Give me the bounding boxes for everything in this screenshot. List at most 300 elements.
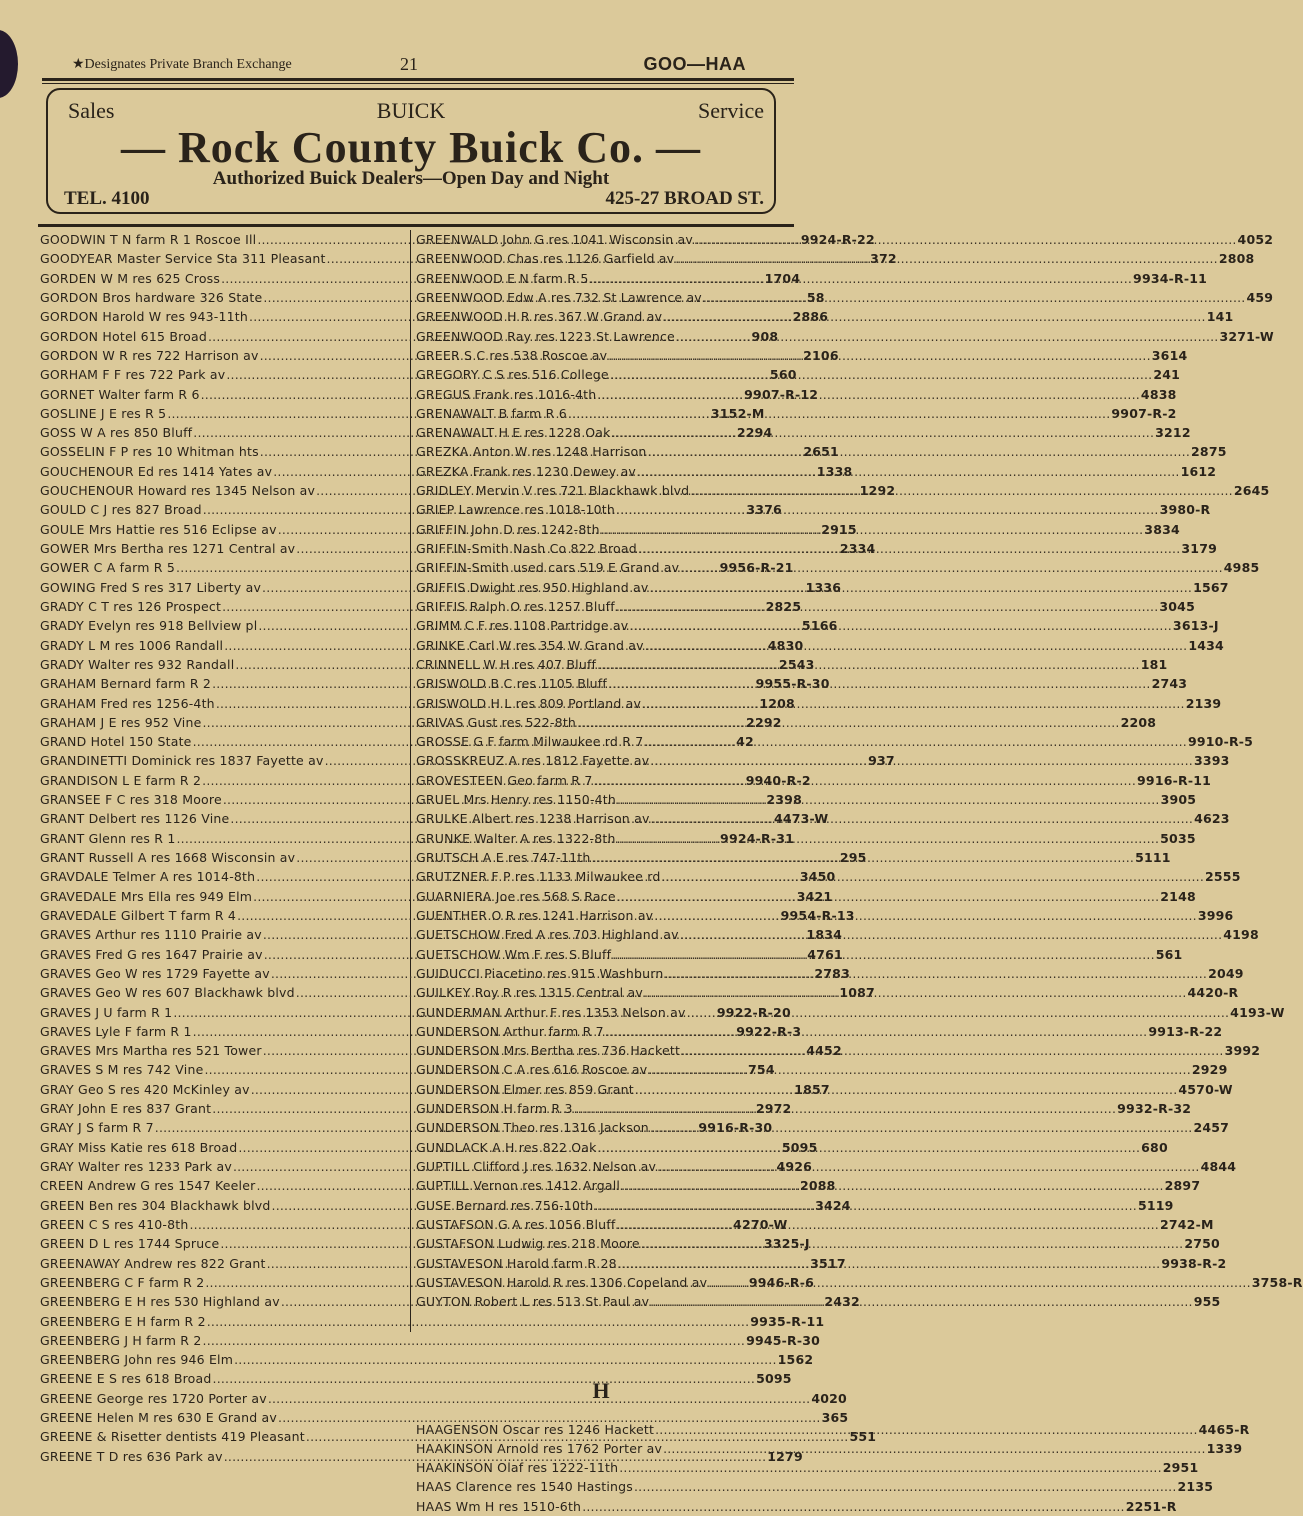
- phone-number: 1208: [759, 694, 795, 713]
- listing-row: [40, 1118, 408, 1137]
- listing-row: [416, 1458, 786, 1477]
- listing-row: [416, 597, 786, 616]
- listing-name: GRAY John E res 837 Grant: [40, 1099, 211, 1118]
- listing-name: GREGORY C S res 516 College: [416, 365, 609, 384]
- listing-row: [40, 771, 408, 790]
- section-letter-h: H: [416, 1362, 786, 1420]
- phone-number: 4452: [806, 1041, 842, 1060]
- dot-leader: [621, 1176, 1164, 1195]
- phone-number: 459: [1246, 288, 1273, 307]
- listing-name: GRAVES Fred G res 1647 Prairie av: [40, 945, 263, 964]
- phone-number: 4193-W: [1230, 1003, 1284, 1022]
- phone-number: 1857: [794, 1080, 830, 1099]
- listing-row: [416, 1022, 786, 1041]
- dot-leader: [619, 1458, 1162, 1477]
- phone-number: 2915: [821, 520, 857, 539]
- dot-leader: [594, 1196, 1137, 1215]
- listing-row: [416, 1477, 786, 1496]
- listing-row: [416, 558, 786, 577]
- listing-row: [416, 1003, 786, 1022]
- phone-number: 4623: [1194, 809, 1230, 828]
- listing-name: GUNDERSON Theo res 1316 Jackson: [416, 1118, 649, 1137]
- phone-number: 5095: [756, 1369, 792, 1388]
- dot-leader: [608, 346, 1151, 365]
- phone-number: 3996: [1198, 906, 1234, 925]
- phone-number: 9945-R-30: [746, 1331, 820, 1350]
- dot-leader: [661, 867, 1204, 886]
- dot-leader: [637, 462, 1180, 481]
- listing-name: GREENWOOD Chas res 1126 Garfield av: [416, 249, 674, 268]
- phone-number: 754: [748, 1060, 775, 1079]
- dot-leader: [654, 906, 1197, 925]
- phone-number: 5166: [802, 616, 838, 635]
- listing-name: GOUCHENOUR Ed res 1414 Yates av: [40, 462, 272, 481]
- phone-number: 4926: [776, 1157, 812, 1176]
- listing-row: [40, 1196, 408, 1215]
- listing-row: [40, 1254, 408, 1273]
- listing-name: GRAY J S farm R 7: [40, 1118, 154, 1137]
- dot-leader: [687, 1003, 1230, 1022]
- phone-number: 4830: [768, 636, 804, 655]
- phone-number: 4761: [807, 945, 843, 964]
- listing-row: [416, 964, 786, 983]
- listing-name: GOWER C A farm R 5: [40, 558, 175, 577]
- phone-number: 5111: [1135, 848, 1171, 867]
- phone-number: 9907-R-12: [744, 385, 818, 404]
- listing-row: [40, 809, 408, 828]
- phone-number: 2743: [1152, 674, 1188, 693]
- listing-row: [416, 983, 786, 1002]
- listing-name: GRIVAS Gust res 522-8th: [416, 713, 576, 732]
- phone-number: 2543: [779, 655, 815, 674]
- phone-number: 3992: [1225, 1041, 1261, 1060]
- listing-name: GRAVEDALE Mrs Ella res 949 Elm: [40, 887, 252, 906]
- phone-number: 4198: [1223, 925, 1259, 944]
- dot-leader: [680, 558, 1223, 577]
- listing-name: GUPTILL Clifford J res 1632 Nelson av: [416, 1157, 656, 1176]
- listing-row: [40, 1331, 408, 1350]
- phone-number: 4270-W: [733, 1215, 787, 1234]
- dot-leader: [638, 539, 1181, 558]
- listing-name: GRANDINETTI Dominick res 1837 Fayette av: [40, 751, 324, 770]
- dot-leader: [617, 790, 1160, 809]
- listing-name: GREENBERG John res 946 Elm: [40, 1350, 233, 1369]
- listing-row: [416, 906, 786, 925]
- phone-number: 561: [1156, 945, 1183, 964]
- phone-number: 2750: [1184, 1234, 1220, 1253]
- phone-number: 3271-W: [1219, 327, 1273, 346]
- listing-name: GRAVES J U farm R 1: [40, 1003, 172, 1022]
- listing-row: [40, 385, 408, 404]
- dot-leader: [574, 1099, 1117, 1118]
- listing-name: CREEN Andrew G res 1547 Keeler: [40, 1176, 255, 1195]
- listing-name: GRAY Miss Katie res 618 Broad: [40, 1138, 237, 1157]
- phone-number: 2929: [1192, 1060, 1228, 1079]
- phone-number: 9935-R-11: [750, 1312, 824, 1331]
- listing-row: [40, 230, 408, 249]
- listing-name: GUNDERSON C A res 616 Roscoe av: [416, 1060, 647, 1079]
- listing-row: [40, 925, 408, 944]
- phone-number: 9932-R-32: [1117, 1099, 1191, 1118]
- listing-name: GRADY Evelyn res 918 Bellview pl: [40, 616, 257, 635]
- listing-name: GRAY Walter res 1233 Park av: [40, 1157, 232, 1176]
- header-rule-thin: [42, 83, 794, 84]
- listing-row: [40, 558, 408, 577]
- listing-name: GRUNKE Walter A res 1322-8th: [416, 829, 616, 848]
- listing-name: GUETSCHOW Fred A res 703 Highland av: [416, 925, 679, 944]
- listing-name: GREENBERG J H farm R 2: [40, 1331, 202, 1350]
- listing-row: [416, 249, 786, 268]
- phone-number: 1292: [860, 481, 896, 500]
- listing-row: [416, 694, 786, 713]
- ad-tagline: Authorized Buick Dealers—Open Day and Night: [48, 168, 774, 190]
- listing-name: GORDON Bros hardware 326 State: [40, 288, 262, 307]
- listing-row: [40, 288, 408, 307]
- dot-leader: [644, 983, 1187, 1002]
- listing-row: [416, 539, 786, 558]
- phone-number: 9916-R-30: [698, 1118, 772, 1137]
- listing-name: GREGUS Frank res 1016-4th: [416, 385, 596, 404]
- listing-row: [416, 1060, 786, 1079]
- phone-number: 1087: [839, 983, 875, 1002]
- dot-leader: [650, 1292, 1193, 1311]
- listing-row: [416, 230, 786, 249]
- phone-number: 2088: [800, 1176, 836, 1195]
- listing-name: GRADY C T res 126 Prospect: [40, 597, 221, 616]
- phone-number: 2886: [793, 307, 829, 326]
- dot-leader: [629, 616, 1172, 635]
- listing-row: [416, 288, 786, 307]
- phone-number: 3613-J: [1173, 616, 1219, 635]
- listing-name: GOODYEAR Master Service Sta 311 Pleasant: [40, 249, 326, 268]
- listing-name: GRINKE Carl W res 354 W Grand av: [416, 636, 644, 655]
- listing-row: [416, 520, 786, 539]
- phone-number: 4473-W: [774, 809, 828, 828]
- listing-name: GRAY Geo S res 420 McKinley av: [40, 1080, 250, 1099]
- listing-row: [416, 616, 786, 635]
- phone-number: 2808: [1219, 249, 1255, 268]
- listing-row: [40, 694, 408, 713]
- listing-row: [416, 1138, 786, 1157]
- listing-row: [40, 249, 408, 268]
- listing-row: [40, 906, 408, 925]
- dot-leader: [648, 1060, 1191, 1079]
- listing-row: [40, 848, 408, 867]
- phone-number: 4570-W: [1178, 1080, 1232, 1099]
- listing-row: [40, 1427, 408, 1446]
- phone-number: 3424: [815, 1196, 851, 1215]
- listing-name: GRAVES S M res 742 Vine: [40, 1060, 203, 1079]
- right-column-entries: [416, 230, 786, 1312]
- phone-number: 1612: [1181, 462, 1217, 481]
- name-range: GOO—HAA: [644, 54, 747, 75]
- dot-leader: [694, 230, 1237, 249]
- phone-number: 3179: [1181, 539, 1217, 558]
- listing-name: GRANDISON L E farm R 2: [40, 771, 201, 790]
- listing-name: GREENE E S res 618 Broad: [40, 1369, 212, 1388]
- listing-name: GUYTON Robert L res 513 St Paul av: [416, 1292, 649, 1311]
- listing-row: [40, 423, 408, 442]
- listing-row: [40, 983, 408, 1002]
- listing-name: GORHAM F F res 722 Park av: [40, 365, 225, 384]
- listing-name: GOSS W A res 850 Bluff: [40, 423, 192, 442]
- listing-row: [40, 732, 408, 751]
- dot-leader: [635, 1080, 1178, 1099]
- listing-name: GRAVEDALE Gilbert T farm R 4: [40, 906, 236, 925]
- listing-row: [40, 327, 408, 346]
- listing-row: [416, 829, 786, 848]
- dot-leader: [650, 751, 1193, 770]
- listing-row: [40, 1369, 408, 1388]
- phone-number: 4465-R: [1199, 1420, 1250, 1439]
- dot-leader: [590, 269, 1133, 288]
- listing-name: GOWER Mrs Bertha res 1271 Central av: [40, 539, 295, 558]
- listing-row: [416, 771, 786, 790]
- phone-number: 1434: [1188, 636, 1224, 655]
- listing-row: [40, 404, 408, 423]
- listing-name: GUARNIERA Joe res 568 S Race: [416, 887, 616, 906]
- listing-name: GRAVES Arthur res 1110 Prairie av: [40, 925, 262, 944]
- listing-row: [416, 867, 786, 886]
- phone-number: 2294: [737, 423, 773, 442]
- listing-top-rule: [38, 224, 794, 227]
- phone-number: 1339: [1207, 1439, 1243, 1458]
- listing-row: [416, 346, 786, 365]
- listing-name: GRAVES Mrs Martha res 521 Tower: [40, 1041, 262, 1060]
- dot-leader: [665, 964, 1208, 983]
- listing-name: HAAS Clarence res 1540 Hastings: [416, 1477, 633, 1496]
- listing-row: [40, 1099, 408, 1118]
- listing-name: GORNET Walter farm R 6: [40, 385, 200, 404]
- listing-name: GUSTAVESON Harold farm R 28: [416, 1254, 617, 1273]
- listing-row: [40, 1234, 408, 1253]
- listing-row: [40, 829, 408, 848]
- listing-row: [40, 1408, 408, 1427]
- dot-leader: [676, 327, 1219, 346]
- phone-number: 9913-R-22: [1148, 1022, 1222, 1041]
- phone-number: 2432: [824, 1292, 860, 1311]
- dot-leader: [582, 1497, 1125, 1516]
- listing-row: [40, 887, 408, 906]
- listing-name: GRIEP Lawrence res 1018-10th: [416, 500, 615, 519]
- page-number: 21: [400, 54, 418, 75]
- listing-row: [416, 1254, 786, 1273]
- phone-number: 3450: [800, 867, 836, 886]
- phone-number: 1567: [1193, 578, 1229, 597]
- phone-number: 1704: [765, 269, 801, 288]
- listing-row: [40, 1041, 408, 1060]
- listing-row: [40, 462, 408, 481]
- listing-row: [416, 1273, 786, 1292]
- header-rule: [42, 78, 794, 81]
- phone-number: 4838: [1141, 385, 1177, 404]
- listing-name: GRAHAM J E res 952 Vine: [40, 713, 202, 732]
- listing-name: GROSSKREUZ A res 1812 Fayette av: [416, 751, 649, 770]
- dot-leader: [601, 520, 1144, 539]
- listing-name: GRULKE Albert res 1238 Harrison av: [416, 809, 650, 828]
- dot-leader: [577, 713, 1120, 732]
- phone-number: 2555: [1205, 867, 1241, 886]
- listing-name: GUNDLACK A H res 822 Oak: [416, 1138, 597, 1157]
- phone-number: 551: [849, 1427, 876, 1446]
- listing-row: [416, 269, 786, 288]
- phone-number: 2251-R: [1126, 1497, 1177, 1516]
- listing-name: GUNDERSON Elmer res 859 Grant: [416, 1080, 634, 1099]
- listing-name: GRENAWALT B farm R 6: [416, 404, 567, 423]
- dot-leader: [597, 385, 1140, 404]
- listing-row: [416, 925, 786, 944]
- listing-row: [40, 964, 408, 983]
- listing-row: [40, 713, 408, 732]
- listing-name: GRIFFIN-Smith used cars 519 E Grand av: [416, 558, 679, 577]
- phone-number: 4985: [1224, 558, 1260, 577]
- listing-row: [40, 442, 408, 461]
- listing-name: GRISWOLD H L res 809 Portland av: [416, 694, 641, 713]
- listing-row: [416, 385, 786, 404]
- listing-row: [416, 442, 786, 461]
- listing-row: [40, 655, 408, 674]
- listing-row: [40, 1292, 408, 1311]
- phone-number: 3045: [1159, 597, 1195, 616]
- phone-number: 4020: [811, 1389, 847, 1408]
- phone-number: 1336: [806, 578, 842, 597]
- phone-number: 9946-R-6: [749, 1273, 814, 1292]
- dot-leader: [690, 481, 1233, 500]
- phone-number: 3834: [1144, 520, 1180, 539]
- phone-number: 5035: [1160, 829, 1196, 848]
- listing-name: GRAND Hotel 150 State: [40, 732, 192, 751]
- listing-name: GRIDLEY Mervin V res 721 Blackhawk blvd: [416, 481, 689, 500]
- listing-row: [416, 462, 786, 481]
- listing-row: [416, 751, 786, 770]
- listing-name: GREENE George res 1720 Porter av: [40, 1389, 267, 1408]
- dot-leader: [655, 1420, 1198, 1439]
- phone-number: 2135: [1178, 1477, 1214, 1496]
- phone-number: 58: [807, 288, 825, 307]
- dot-leader: [610, 365, 1153, 384]
- listing-row: [416, 636, 786, 655]
- phone-number: 3517: [810, 1254, 846, 1273]
- phone-number: 3212: [1155, 423, 1191, 442]
- listing-row: [416, 327, 786, 346]
- dot-leader: [592, 848, 1135, 867]
- listing-name: GUNDERMAN Arthur F res 1353 Nelson av: [416, 1003, 686, 1022]
- listing-name: GREENWOOD Edw A res 732 St Lawrence av: [416, 288, 702, 307]
- listing-name: GRANT Glenn res R 1: [40, 829, 176, 848]
- listing-row: [416, 1420, 786, 1439]
- dot-leader: [617, 887, 1160, 906]
- phone-number: 2825: [766, 597, 802, 616]
- dot-leader: [618, 1254, 1161, 1273]
- phone-number: 3758-R: [1252, 1273, 1303, 1292]
- phone-number: 2292: [746, 713, 782, 732]
- listing-name: GRAVES Geo W res 607 Blackhawk blvd: [40, 983, 295, 1002]
- left-column: [40, 230, 408, 1466]
- listing-row: [40, 1273, 408, 1292]
- ad-brand: BUICK: [48, 98, 774, 124]
- ad-sales: Sales: [68, 98, 114, 124]
- dot-leader: [612, 945, 1155, 964]
- dot-leader: [612, 423, 1155, 442]
- dot-leader: [647, 442, 1190, 461]
- listing-name: GUNDERSON Mrs Bertha res 736 Hackett: [416, 1041, 680, 1060]
- dot-leader: [703, 288, 1246, 307]
- phone-number: 4844: [1201, 1157, 1237, 1176]
- listing-row: [40, 500, 408, 519]
- listing-row: [40, 636, 408, 655]
- dot-leader: [663, 307, 1206, 326]
- phone-number: 2742-M: [1160, 1215, 1214, 1234]
- listing-row: [40, 1022, 408, 1041]
- listing-row: [416, 887, 786, 906]
- listing-name: GORDEN W M res 625 Cross: [40, 269, 220, 288]
- listing-name: GREENE & Risetter dentists 419 Pleasant: [40, 1427, 305, 1446]
- listing-name: GRANT Russell A res 1668 Wisconsin av: [40, 848, 295, 867]
- dot-leader: [657, 1157, 1200, 1176]
- dot-leader: [598, 1138, 1141, 1157]
- listing-row: [40, 751, 408, 770]
- listing-row: [416, 1041, 786, 1060]
- listing-row: [416, 423, 786, 442]
- phone-number: 295: [840, 848, 867, 867]
- listing-name: GRIFFIS Dwight res 950 Highland av: [416, 578, 649, 597]
- dot-leader: [597, 655, 1140, 674]
- listing-row: [40, 1447, 408, 1466]
- listing-row: [416, 674, 786, 693]
- phone-number: 9938-R-2: [1161, 1254, 1226, 1273]
- phone-number: 2139: [1186, 694, 1222, 713]
- listing-name: GORDON W R res 722 Harrison av: [40, 346, 259, 365]
- listing-row: [40, 1215, 408, 1234]
- dot-leader: [680, 925, 1223, 944]
- listing-row: [40, 1138, 408, 1157]
- dot-leader: [634, 1477, 1177, 1496]
- dot-leader: [616, 500, 1159, 519]
- listing-name: GUENTHER O R res 1241 Harrison av: [416, 906, 653, 925]
- phone-number: 9916-R-11: [1137, 771, 1211, 790]
- dot-leader: [675, 249, 1218, 268]
- listing-row: [40, 1176, 408, 1195]
- listing-name: GREER S C res 538 Roscoe av: [416, 346, 607, 365]
- listing-name: GRUTSCH A E res 747-11th: [416, 848, 591, 867]
- phone-number: 2897: [1165, 1176, 1201, 1195]
- listing-name: HAAGENSON Oscar res 1246 Hackett: [416, 1420, 654, 1439]
- listing-row: [416, 481, 786, 500]
- listing-row: [416, 500, 786, 519]
- listing-row: [416, 945, 786, 964]
- dot-leader: [645, 636, 1188, 655]
- listing-row: [40, 674, 408, 693]
- listing-name: GRIFFIS Ralph O res 1257 Bluff: [416, 597, 615, 616]
- phone-number: 141: [1207, 307, 1234, 326]
- phone-number: 9922-R-3: [736, 1022, 801, 1041]
- listing-row: [40, 945, 408, 964]
- phone-number: 4052: [1238, 230, 1274, 249]
- listing-name: GRUEL Mrs Henry res 1150-4th: [416, 790, 616, 809]
- listing-name: GUILKEY Roy R res 1315 Central av: [416, 983, 643, 1002]
- phone-number: 3421: [797, 887, 833, 906]
- listing-name: GUETSCHOW Wm F res S Bluff: [416, 945, 611, 964]
- dot-leader: [616, 1215, 1159, 1234]
- phone-number: 1279: [767, 1447, 803, 1466]
- buick-advertisement: [46, 88, 776, 214]
- listing-name: GRAVDALE Telmer A res 1014-8th: [40, 867, 255, 886]
- phone-number: 3325-J: [764, 1234, 810, 1253]
- listing-name: GRAHAM Bernard farm R 2: [40, 674, 211, 693]
- phone-number: 2398: [766, 790, 802, 809]
- listing-name: GUSTAVESON Harold R res 1306 Copeland av: [416, 1273, 707, 1292]
- ad-company-name: — Rock County Buick Co. —: [48, 122, 774, 173]
